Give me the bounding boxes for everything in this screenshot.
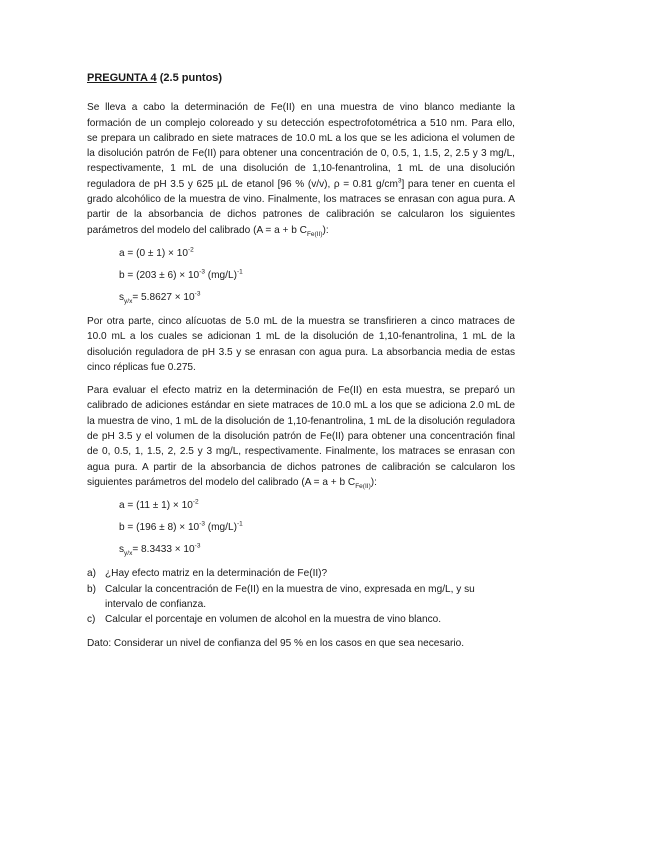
sub-question-b: b) Calcular la concentración de Fe(II) en la muestra de vino, expresada en mg/L, y su intervalo de confianza. — [87, 583, 475, 610]
calibration-parameters-2 — [87, 498, 515, 557]
intro-paragraph: Se lleva a cabo la determinación de Fe(II) en una muestra de vino blanco mediante la formación de un complejo coloreado y su detección espectrofotométrica a 510 nm. Para ello, se prepara un calibrado en siete matraces de 10.0 mL a los que se les adiciona el volumen de la disolución patrón de Fe(II) para obtener una concentración de 0, 0.5, 1, 1.5, 2, 2.5 y 3 mg/L, respectivamente, 1 mL de una disolución de 1,10-fenantrolina, 1 mL de una disolución reguladora de pH 3.5 y 625 µL de etanol [96 % (v/v), ρ = 0.81 $g/cm^3$] para tener en cuenta el grado alcohólico de la muestra de vino. Finalmente, los matraces se enrasan con agua pura. A partir de la absorbancia de dichos patrones de calibración se calcularon los siguientes parámetros del modelo del calibrado (A = a + b $C_{Fe(II)}$): — [87, 102, 515, 238]
question-title — [87, 71, 515, 86]
data-note: Dato: Considerar un nivel de confianza del 95 % en los casos en que sea necesario. — [87, 638, 465, 650]
sub-question-a: a) ¿Hay efecto matriz en la determinación de Fe(II)? — [87, 568, 328, 580]
question-number: PREGUNTA 4 — [87, 72, 157, 84]
param-b-2: $b = (196 \pm 8) \times 10^{-3}$ $(mg/L)^{-1}$ — [119, 520, 243, 534]
param-syx-1: $s_{y/x}= 5.8627 \times 10^{-3}$ — [119, 290, 201, 305]
matrix-effect-paragraph: Para evaluar el efecto matriz en la determinación de Fe(II) en esta muestra, se preparó un calibrado de adiciones estándar en siete matraces de 10.0 mL a los que se adiciona 2.0 mL de la muestra de vino, 1 mL de la disolución de 1,10-fenantrolina, 1 mL de la disolución reguladora de pH 3.5 y el volumen de la disolución patrón de Fe(II) para obtener una concentración final de 0, 0.5, 1, 1.5, 2, 2.5 y 3 mg/L, respectivamente. Finalmente, los matraces se enrasan con agua pura. A partir de la absorbancia de dichos patrones de calibración se calcularon los siguientes parámetros del modelo del calibrado (A = a + b $C_{Fe(II)}$): — [87, 385, 515, 490]
sample-paragraph: Por otra parte, cinco alícuotas de 5.0 mL de la muestra se transfirieren a cinco matraces de 10.0 mL a los cuales se adicionan 1 mL de la disolución de 1,10-fenantrolina, 1 mL de la disolución reguladora de pH 3.5 y se enrasan con agua pura. La absorbancia media de estas cinco réplicas fue 0.275. — [87, 315, 515, 373]
param-a-1: $a = (0 \pm 1) \times 10^{-2}$ — [119, 246, 194, 259]
sub-questions-list — [87, 566, 515, 627]
question-points: (2.5 puntos) — [159, 72, 223, 84]
sub-question-c: c) Calcular el porcentaje en volumen de alcohol en la muestra de vino blanco. — [87, 614, 442, 626]
param-b-1: $b = (203 \pm 6) \times 10^{-3}$ $(mg/L)^{-1}$ — [119, 268, 243, 281]
param-a-2: $a = (11 \pm 1) \times 10^{-2}$ — [119, 498, 199, 512]
param-syx-2: $s_{y/x}= 8.3433 \times 10^{-3}$ — [119, 542, 201, 558]
calibration-parameters-1 — [87, 246, 515, 305]
question-content — [87, 71, 515, 652]
